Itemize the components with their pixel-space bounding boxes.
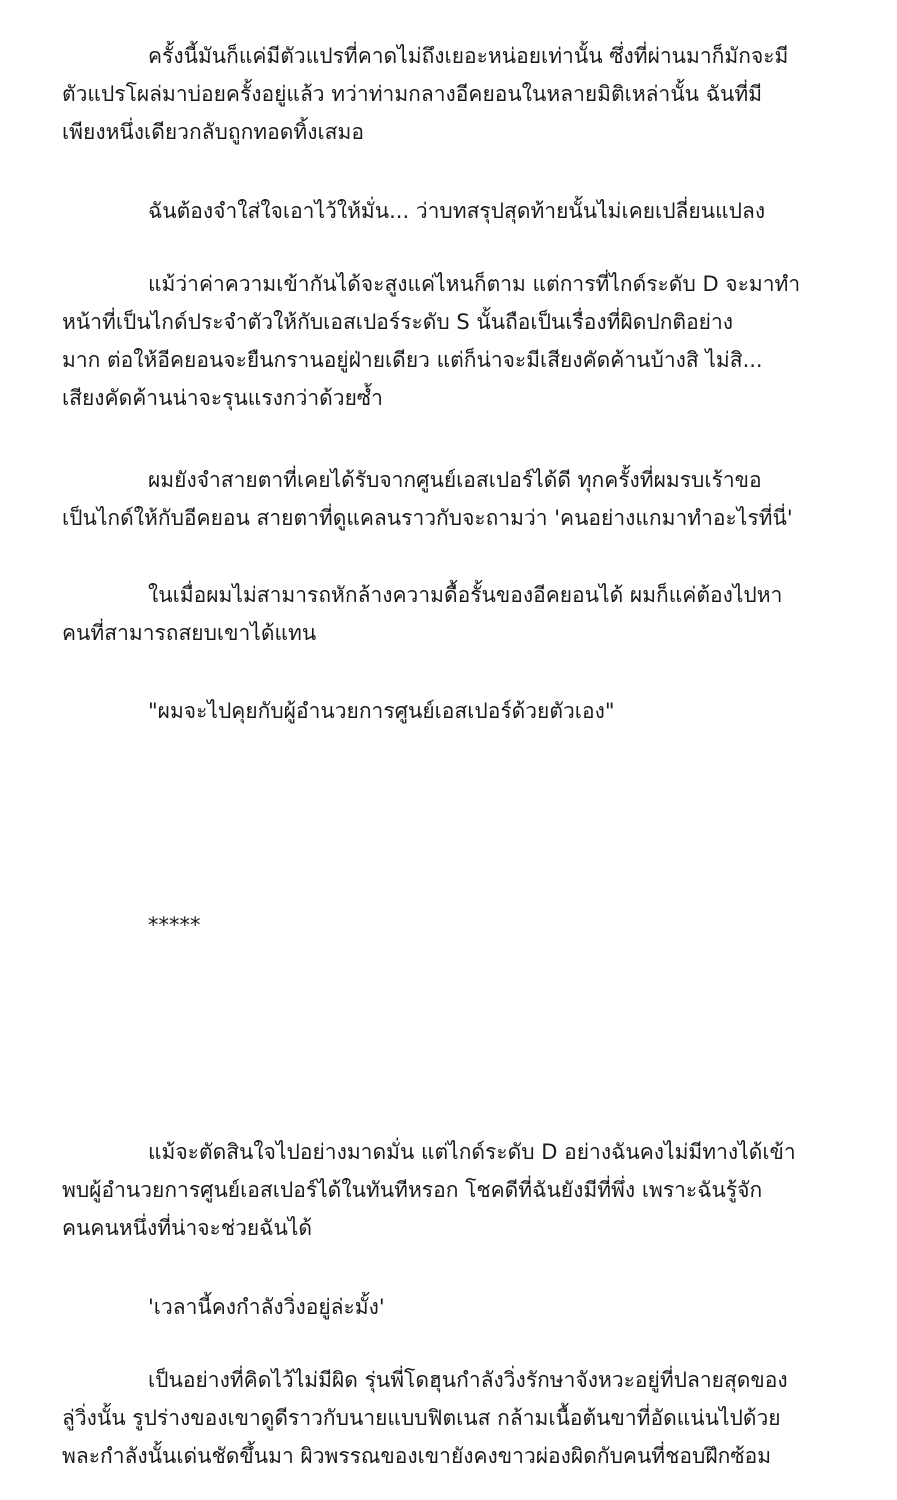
text-line: ครั้งนี้มันก็แค่มีตัวแปรที่คาดไม่ถึงเยอะหน่อยเท่านั้น ซึ่งที่ผ่านมาก็มักจะมี: [148, 44, 789, 68]
paragraph: [62, 461, 832, 537]
text-line: ฉันต้องจำใส่ใจเอาไว้ให้มั่น... ว่าบทสรุปสุดท้ายนั้นไม่เคยเปลี่ยนแปลง: [148, 199, 766, 223]
paragraph: [62, 1361, 832, 1475]
text-line: ตัวแปรโผล่มาบ่อยครั้งอยู่แล้ว ทว่าท่ามกลางอีคยอนในหลายมิติเหล่านั้น ฉันที่มี: [62, 82, 763, 106]
paragraph: [62, 265, 832, 417]
paragraph: [62, 576, 832, 652]
text-line: พละกำลังนั้นเด่นชัดขึ้นมา ผิวพรรณของเขายังคงขาวผ่องผิดกับคนที่ชอบฝึกซ้อม: [62, 1444, 772, 1468]
text-line: ลู่วิ่งนั้น รูปร่างของเขาดูดีราวกับนายแบบฟิตเนส กล้ามเนื้อต้นขาที่อัดแน่นไปด้วย: [62, 1406, 781, 1430]
paragraph: [62, 1133, 832, 1247]
text-line: เป็นอย่างที่คิดไว้ไม่มีผิด รุ่นพี่โดฮุนกำลังวิ่งรักษาจังหวะอยู่ที่ปลายสุดของ: [148, 1368, 788, 1392]
paragraph: [62, 1288, 832, 1326]
text-line: 'เวลานี้คงกำลังวิ่งอยู่ล่ะมั้ง': [148, 1295, 385, 1319]
text-line: ผมยังจำสายตาที่เคยได้รับจากศูนย์เอสเปอร์ได้ดี ทุกครั้งที่ผมรบเร้าขอ: [148, 468, 762, 492]
text-line: แม้จะตัดสินใจไปอย่างมาดมั่น แต่ไกด์ระดับ D อย่างฉันคงไม่มีทางได้เข้า: [148, 1140, 796, 1164]
paragraph: [62, 692, 832, 730]
text-line: พบผู้อำนวยการศูนย์เอสเปอร์ได้ในทันทีหรอก โชคดีที่ฉันยังมีที่พึ่ง เพราะฉันรู้จัก: [62, 1178, 763, 1202]
scene-break: [62, 906, 832, 944]
text-line: เสียงคัดค้านน่าจะรุนแรงกว่าด้วยซ้ำ: [62, 386, 383, 410]
text-line: แม้ว่าค่าความเข้ากันได้จะสูงแค่ไหนก็ตาม แต่การที่ไกด์ระดับ D จะมาทำ: [148, 272, 801, 296]
text-line: เพียงหนึ่งเดียวกลับถูกทอดทิ้งเสมอ: [62, 120, 364, 144]
text-line: คนที่สามารถสยบเขาได้แทน: [62, 621, 317, 645]
paragraph: [62, 192, 832, 230]
text-line: หน้าที่เป็นไกด์ประจำตัวให้กับเอสเปอร์ระดับ S นั้นถือเป็นเรื่องที่ผิดปกติอย่าง: [62, 310, 734, 334]
text-line: "ผมจะไปคุยกับผู้อำนวยการศูนย์เอสเปอร์ด้วยตัวเอง": [148, 699, 615, 723]
text-line: เป็นไกด์ให้กับอีคยอน สายตาที่ดูแคลนราวกับจะถามว่า 'คนอย่างแกมาทำอะไรที่นี่': [62, 506, 793, 530]
text-line: คนคนหนึ่งที่น่าจะช่วยฉันได้: [62, 1216, 313, 1240]
text-line: มาก ต่อให้อีคยอนจะยืนกรานอยู่ฝ่ายเดียว แต่ก็น่าจะมีเสียงคัดค้านบ้างสิ ไม่สิ...: [62, 348, 763, 372]
paragraph: [62, 37, 832, 151]
text-line: ในเมื่อผมไม่สามารถหักล้างความดื้อรั้นของอีคยอนได้ ผมก็แค่ต้องไปหา: [148, 583, 783, 607]
scene-break-stars: *****: [148, 913, 201, 937]
